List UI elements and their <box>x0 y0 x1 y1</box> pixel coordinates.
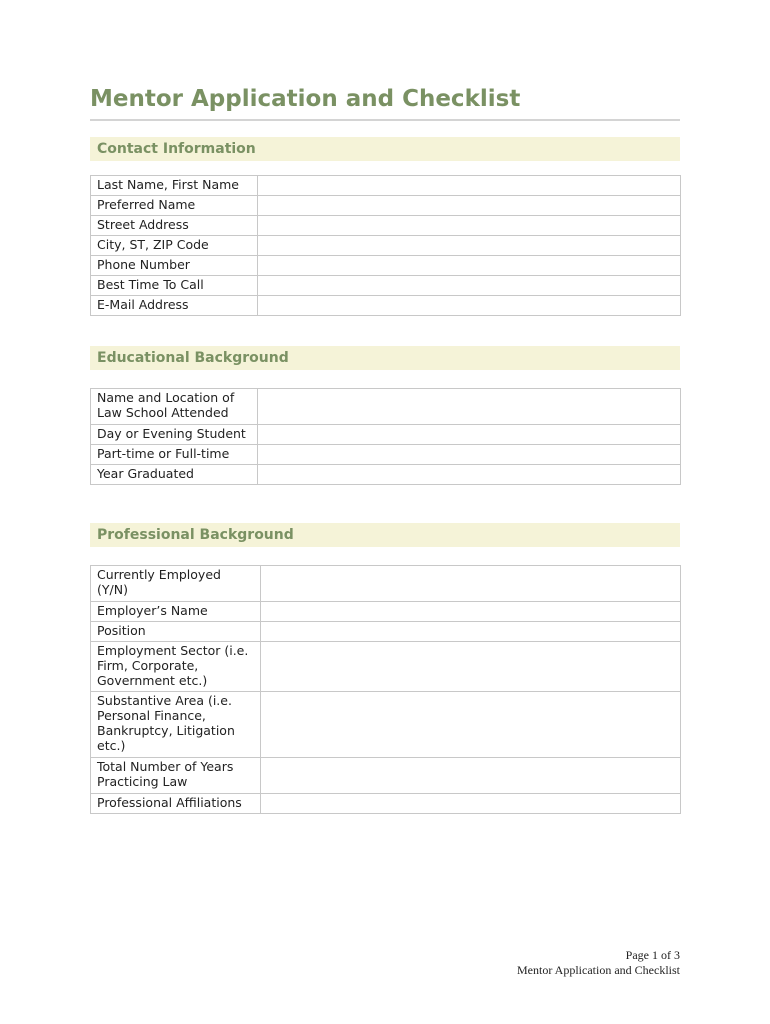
form-row <box>91 642 681 692</box>
education-table <box>90 388 681 485</box>
field-value-cell[interactable] <box>258 445 681 465</box>
form-row <box>91 389 681 425</box>
footer-document-title: Mentor Application and Checklist <box>517 963 680 977</box>
form-row <box>91 758 681 794</box>
field-value-cell[interactable] <box>258 389 681 425</box>
field-value-cell[interactable] <box>261 602 681 622</box>
field-label: Best Time To Call <box>91 276 258 296</box>
field-value-cell[interactable] <box>261 566 681 602</box>
field-value-cell[interactable] <box>261 642 681 692</box>
field-label: Phone Number <box>91 256 258 276</box>
field-label: Substantive Area (i.e. Personal Finance, Bankruptcy, Litigation etc.) <box>91 692 261 758</box>
form-row <box>91 425 681 445</box>
field-value-cell[interactable] <box>258 256 681 276</box>
field-label: Employment Sector (i.e. Firm, Corporate, Government etc.) <box>91 642 261 692</box>
form-row <box>91 602 681 622</box>
field-value-cell[interactable] <box>258 276 681 296</box>
field-value-cell[interactable] <box>258 196 681 216</box>
education-section-heading: Educational Background <box>90 346 680 370</box>
footer-page-number: Page 1 of 3 <box>625 948 680 962</box>
form-row <box>91 794 681 814</box>
page-title: Mentor Application and Checklist <box>90 84 680 121</box>
form-row <box>91 256 681 276</box>
form-row <box>91 276 681 296</box>
contact-table <box>90 175 681 316</box>
field-value-cell[interactable] <box>258 176 681 196</box>
form-row <box>91 566 681 602</box>
field-label: Professional Affiliations <box>91 794 261 814</box>
contact-section-heading: Contact Information <box>90 137 680 161</box>
professional-table <box>90 565 681 814</box>
field-value-cell[interactable] <box>261 622 681 642</box>
professional-section-heading: Professional Background <box>90 523 680 547</box>
field-label: Currently Employed (Y/N) <box>91 566 261 602</box>
field-label: Preferred Name <box>91 196 258 216</box>
field-label: Year Graduated <box>91 465 258 485</box>
form-row <box>91 236 681 256</box>
form-row <box>91 216 681 236</box>
field-value-cell[interactable] <box>258 216 681 236</box>
field-label: Employer’s Name <box>91 602 261 622</box>
field-value-cell[interactable] <box>261 794 681 814</box>
field-label: Day or Evening Student <box>91 425 258 445</box>
field-value-cell[interactable] <box>261 692 681 758</box>
field-label: Position <box>91 622 261 642</box>
field-label: Part-time or Full-time <box>91 445 258 465</box>
field-label: City, ST, ZIP Code <box>91 236 258 256</box>
field-value-cell[interactable] <box>258 425 681 445</box>
form-row <box>91 176 681 196</box>
field-label: Last Name, First Name <box>91 176 258 196</box>
field-label: E-Mail Address <box>91 296 258 316</box>
form-row <box>91 296 681 316</box>
field-value-cell[interactable] <box>258 465 681 485</box>
form-row <box>91 692 681 758</box>
field-value-cell[interactable] <box>258 236 681 256</box>
form-row <box>91 622 681 642</box>
field-label: Street Address <box>91 216 258 236</box>
form-row <box>91 465 681 485</box>
field-value-cell[interactable] <box>261 758 681 794</box>
form-row <box>91 196 681 216</box>
form-row <box>91 445 681 465</box>
field-label: Total Number of Years Practicing Law <box>91 758 261 794</box>
field-value-cell[interactable] <box>258 296 681 316</box>
field-label: Name and Location of Law School Attended <box>91 389 258 425</box>
